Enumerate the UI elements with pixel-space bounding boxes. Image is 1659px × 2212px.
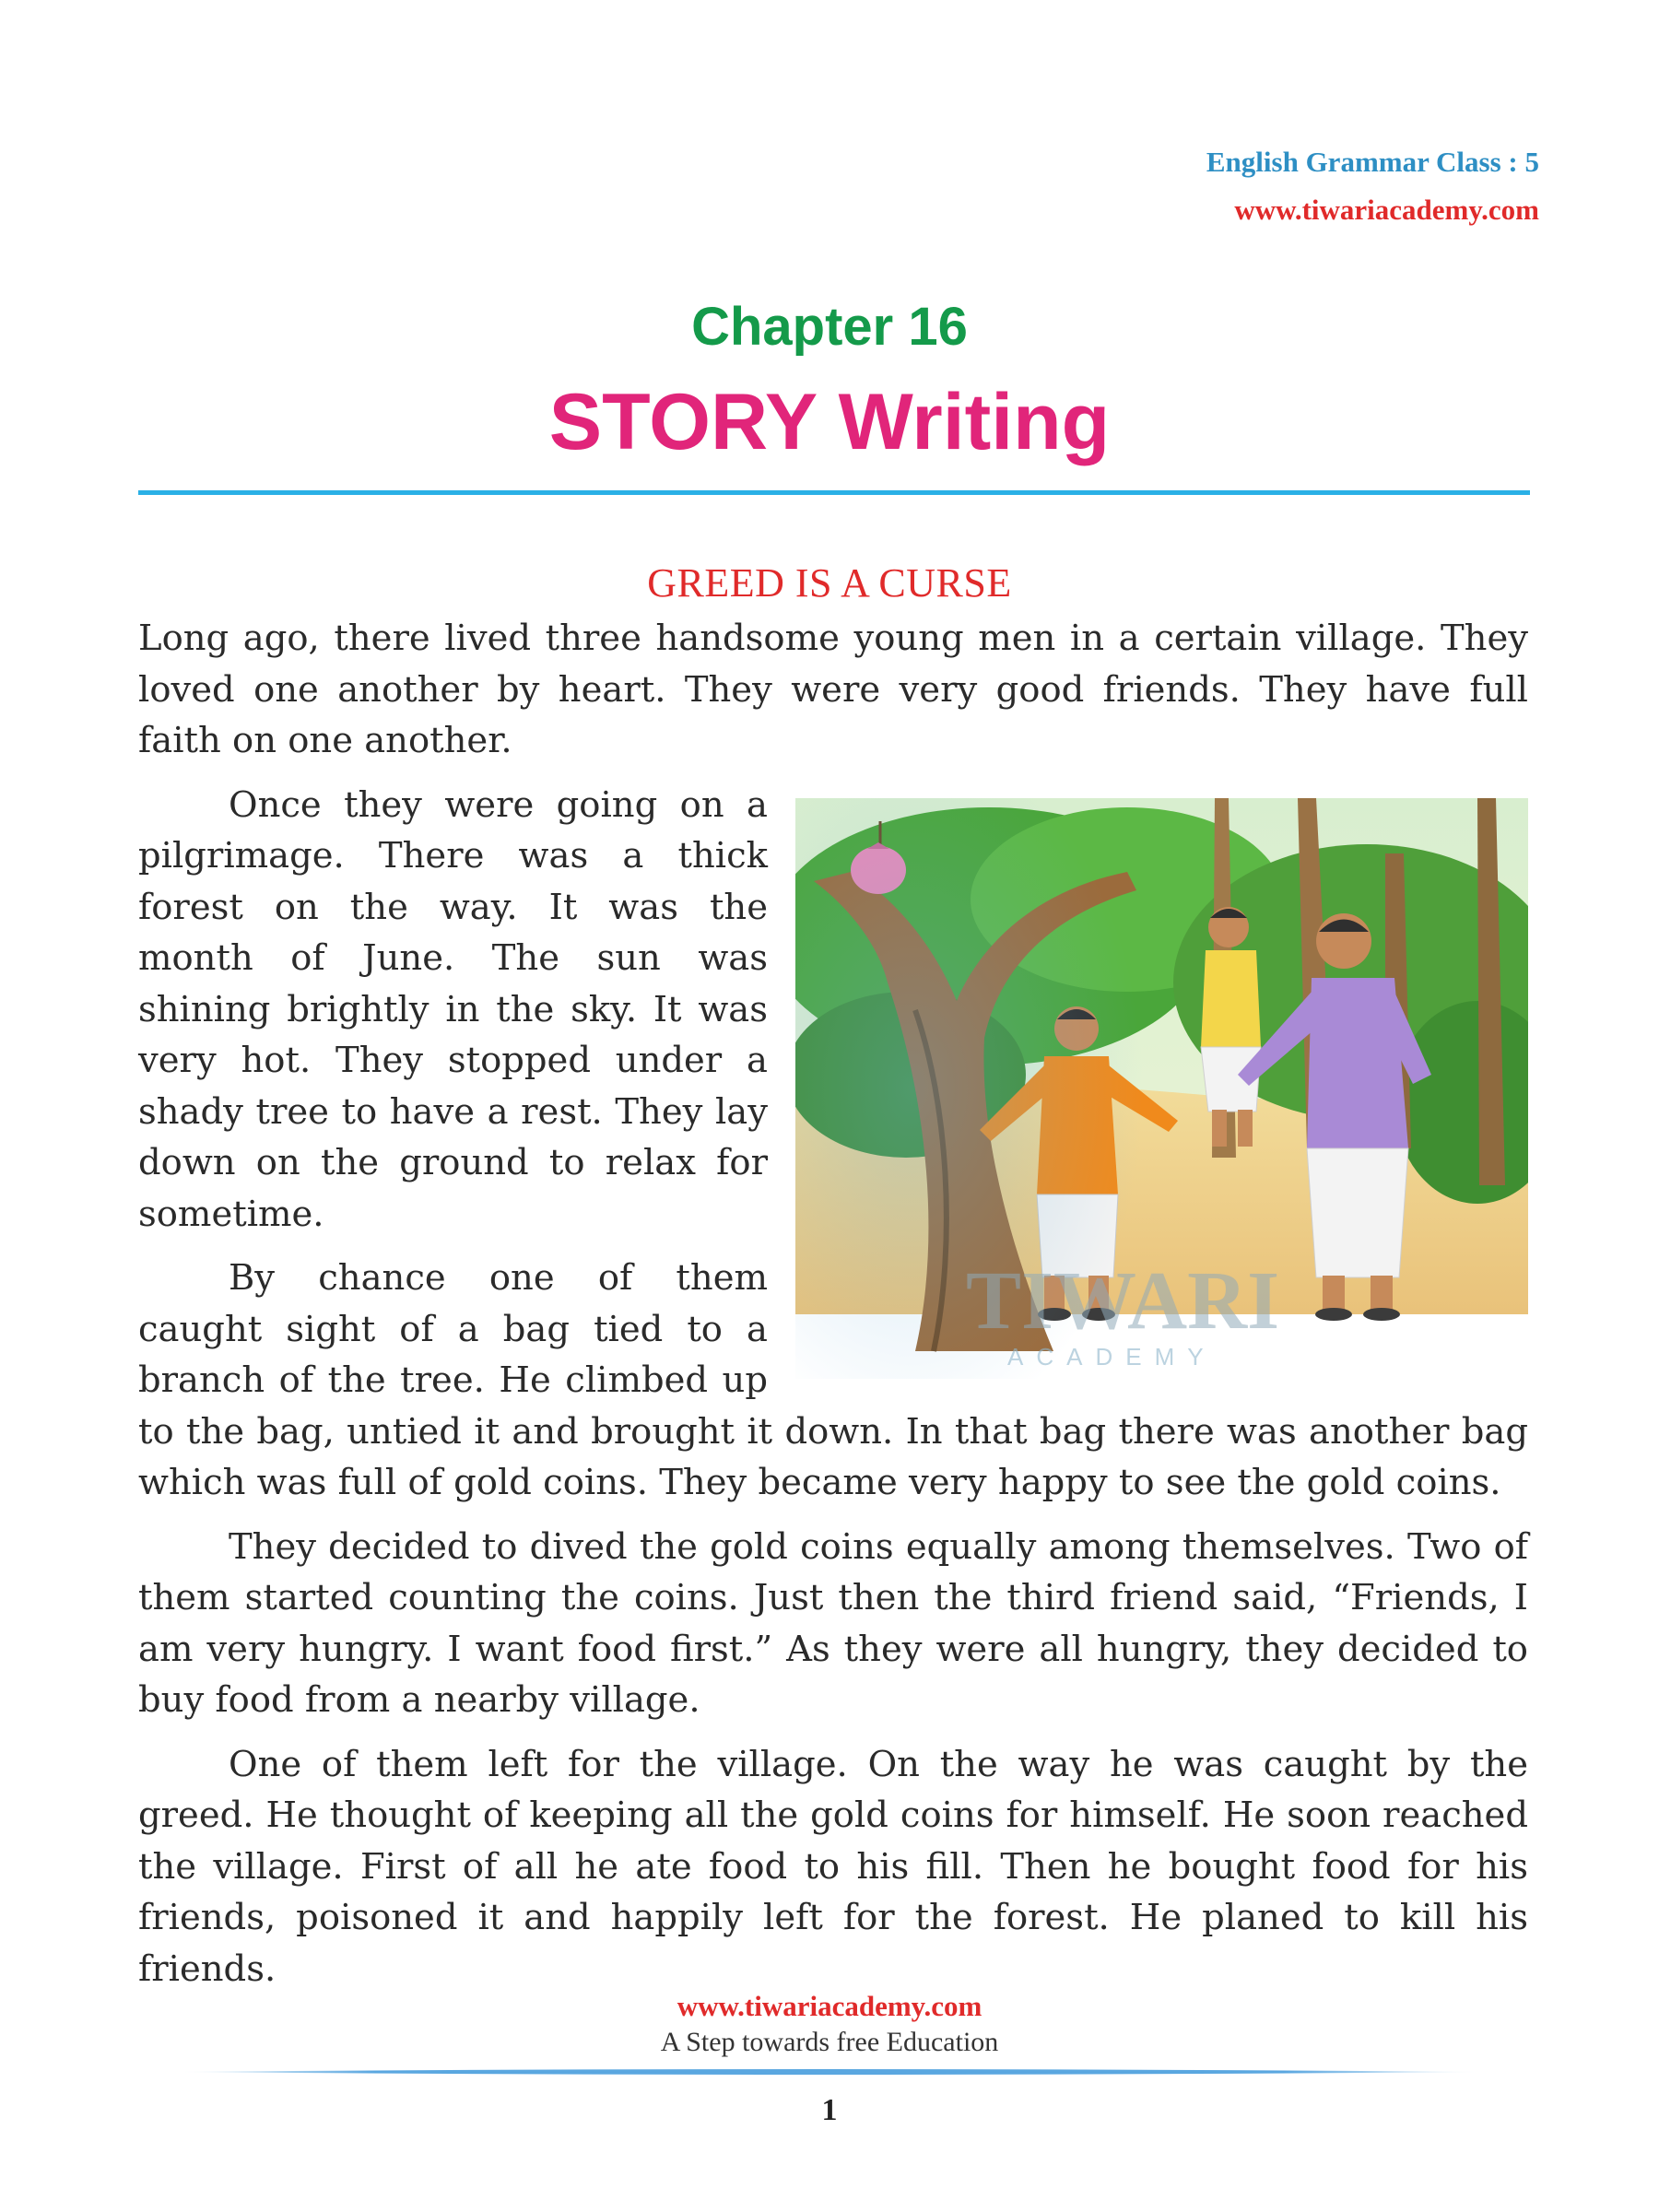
story-paragraph-4: They decided to dived the gold coins equally among themselves. Two of them started counting the coins. Just then the third friend said, “Friends, I am very hungry. I want food first.” As they were all hungry, they decided to buy food from a nearby village. xyxy=(138,1525,1528,1721)
watermark-academy: ACADEMY xyxy=(1007,1342,1217,1371)
illustration-forest-scene xyxy=(795,798,1528,1379)
chapter-number: Chapter 16 xyxy=(691,297,968,357)
footer-divider xyxy=(180,2068,1479,2076)
chapter-title: STORY Writing xyxy=(548,378,1111,466)
story-paragraph-3: By chance one of them caught sight of a bag tied to a branch of the tree. He climbed up to the bag, untied it and brought it down. In that bag there was another bag which was full of gold coins. They became very happy to see the gold coins. xyxy=(138,1257,1528,1503)
page-number: 1 xyxy=(821,2093,838,2127)
title-divider xyxy=(138,490,1530,495)
story-paragraph-5: One of them left for the village. On the way he was caught by the greed. He thought of keeping all the gold coins for himself. He soon reached the village. First of all he ate food to his fill. Then he bought food for his friends, poisoned it and happily left for the forest. He planed to kill his friends. xyxy=(138,1743,1528,1990)
watermark-tiwari: TIWARI xyxy=(966,1254,1280,1347)
footer-url: www.tiwariacademy.com xyxy=(677,1990,982,2022)
footer-tagline: A Step towards free Education xyxy=(660,2027,999,2057)
chapter-title-block xyxy=(0,290,1659,473)
page-header xyxy=(1206,138,1539,234)
class-label: English Grammar Class : 5 xyxy=(1206,146,1539,178)
story-paragraph-1: Long ago, there lived three handsome young men in a certain village. They loved one another by heart. They were very good friends. They have full faith on one another. xyxy=(138,618,1528,761)
story-paragraph-2: Once they were going on a pilgrimage. There was a thick forest on the way. It was the month of June. The sun was shining brightly in the sky. It was very hot. They stopped under a shady tree to have a rest. They lay down on the ground to relax for sometime. xyxy=(138,783,768,1235)
story-body xyxy=(138,613,1528,2007)
story-heading: GREED IS A CURSE xyxy=(647,560,1012,606)
story-illustration xyxy=(795,798,1528,1379)
header-url: www.tiwariacademy.com xyxy=(1234,194,1539,226)
